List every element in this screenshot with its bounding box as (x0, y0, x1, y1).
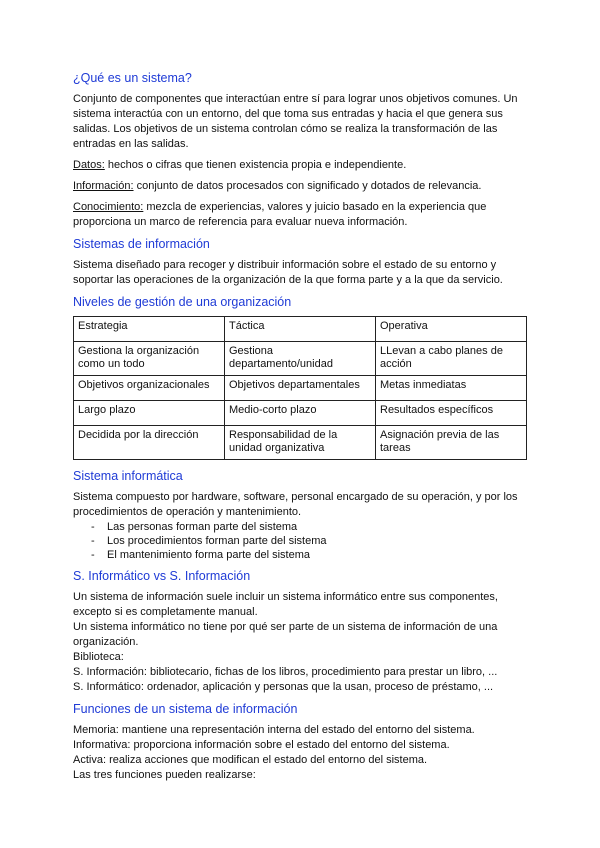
table-cell: Objetivos organizacionales (74, 376, 225, 401)
table-cell: Operativa (376, 317, 527, 342)
heading-funciones: Funciones de un sistema de información (73, 702, 298, 716)
table-cell: Asignación previa de las tareas (376, 426, 527, 460)
bullet-list (73, 520, 533, 562)
niveles-table (73, 316, 527, 460)
paragraph-sistema-definition: Conjunto de componentes que interactúan entre sí para lograr unos objetivos comunes. Un sistema interactúa con un entorno, del que toma sus entradas y hacia el que genera sus salidas. Los objetivos de un sistema controlan cómo se realiza la transformación de las entradas en las salidas. (73, 93, 518, 150)
table-cell: LLevan a cabo planes de acción (376, 342, 527, 376)
heading-sistema-informatica: Sistema informática (73, 469, 183, 483)
funciones-block (73, 723, 533, 783)
table-cell: Resultados específicos (376, 401, 527, 426)
definition-datos-text: hechos o cifras que tienen existencia propia e independiente. (104, 159, 407, 171)
text-line: Un sistema informático no tiene por qué ser parte de un sistema de información de una organización. (73, 621, 498, 648)
paragraph-sistema-informatica: Sistema compuesto por hardware, software, personal encargado de su operación, y por los procedimientos de operación y mantenimiento. (73, 491, 518, 518)
text-line: Biblioteca: (73, 651, 124, 663)
definition-conocimiento-text: mezcla de experiencias, valores y juicio basado en la experiencia que proporciona un marco de referencia para evaluar nueva información. (73, 201, 487, 228)
table-cell: Táctica (225, 317, 376, 342)
heading-que-es-un-sistema: ¿Qué es un sistema? (73, 71, 192, 85)
document-content (73, 70, 533, 783)
table-row (74, 401, 527, 426)
text-line: Memoria: mantiene una representación interna del estado del entorno del sistema. (73, 724, 475, 736)
table-cell: Responsabilidad de la unidad organizativa (225, 426, 376, 460)
text-line: Activa: realiza acciones que modifican el estado del entorno del sistema. (73, 754, 428, 766)
table-cell: Medio-corto plazo (225, 401, 376, 426)
table-cell: Gestiona la organización como un todo (74, 342, 225, 376)
term-datos: Datos: (73, 159, 105, 171)
table-row (74, 317, 527, 342)
definition-informacion (73, 179, 533, 194)
heading-niveles-de-gestion: Niveles de gestión de una organización (73, 295, 292, 309)
text-line: Informativa: proporciona información sobre el estado del entorno del sistema. (73, 739, 450, 751)
table-row (74, 342, 527, 376)
table-cell: Estrategia (74, 317, 225, 342)
definition-informacion-text: conjunto de datos procesados con significado y dotados de relevancia. (133, 180, 482, 192)
table-row (74, 376, 527, 401)
paragraph-sistemas-de-informacion: Sistema diseñado para recoger y distribuir información sobre el estado de su entorno y soportar las operaciones de la organización de la que forma parte y a la que da servicio. (73, 259, 503, 286)
text-line: S. Informático: ordenador, aplicación y personas que la usan, proceso de préstamo, ... (73, 681, 494, 693)
table-cell: Decidida por la dirección (74, 426, 225, 460)
table-cell: Gestiona departamento/unidad (225, 342, 376, 376)
definition-conocimiento (73, 200, 533, 230)
term-informacion: Información: (73, 180, 134, 192)
list-item: - Los procedimientos forman parte del sistema (73, 534, 533, 548)
text-line: S. Información: bibliotecario, fichas de los libros, procedimiento para prestar un libro, ... (73, 666, 498, 678)
table-cell: Objetivos departamentales (225, 376, 376, 401)
heading-informatico-vs-informacion: S. Informático vs S. Información (73, 569, 251, 583)
comparison-block (73, 590, 533, 695)
heading-sistemas-de-informacion: Sistemas de información (73, 237, 210, 251)
definition-datos (73, 158, 533, 173)
text-line: Un sistema de información suele incluir un sistema informático entre sus componentes, excepto si es completamente manual. (73, 591, 498, 618)
list-item: - El mantenimiento forma parte del sistema (73, 548, 533, 562)
text-line: Las tres funciones pueden realizarse: (73, 769, 256, 781)
table-cell: Metas inmediatas (376, 376, 527, 401)
table-cell: Largo plazo (74, 401, 225, 426)
table-row (74, 426, 527, 460)
term-conocimiento: Conocimiento: (73, 201, 144, 213)
list-item: - Las personas forman parte del sistema (73, 520, 533, 534)
